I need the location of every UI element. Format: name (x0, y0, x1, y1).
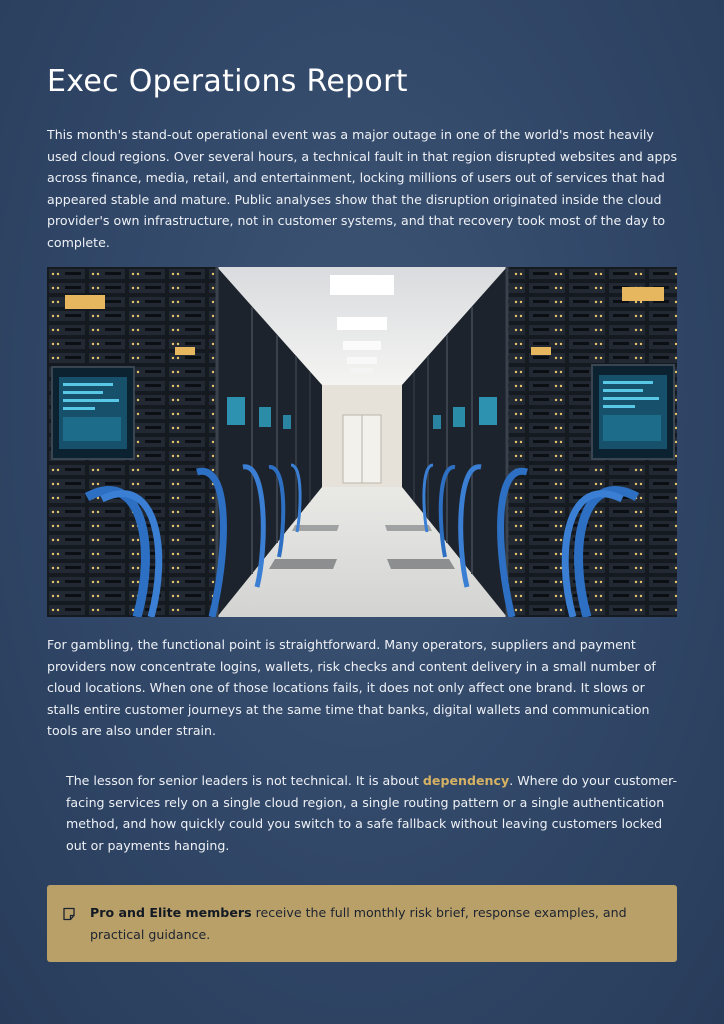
callout-body: receive the full monthly risk brief, response examples, and practical guidance. (90, 905, 627, 942)
intro-paragraph: This month's stand-out operational event was a major outage in one of the world's most heavily used cloud regions. Over several hours, a technical fault in that region disrupted websites and apps across finance, media, retail, and entertainment, locking millions of users out of services that had appeared stable and mature. Public analyses show that the disruption originated inside the cloud provider's own infrastructure, not in customer systems, and that recovery took most of the day to complete. (47, 127, 678, 250)
dependency-highlight: dependency (422, 773, 510, 788)
data-center-image (47, 267, 677, 617)
callout-bold: Pro and Elite members (90, 905, 252, 920)
note-icon (62, 906, 76, 920)
lesson-paragraph (66, 770, 678, 856)
lesson-text-after: . Where do your customer-facing services rely on a single cloud region, a single routing pattern or a single authentication method, and how quickly could you switch to a safe fallback without leaving customers locked out or payments hanging. (66, 773, 678, 853)
lesson-text-before: The lesson for senior leaders is not technical. It is about (66, 773, 423, 788)
gambling-paragraph: For gambling, the functional point is straightforward. Many operators, suppliers and payment providers now concentrate logins, wallets, risk checks and content delivery in a small number of cloud locations. When one of those locations fails, it does not only affect one brand. It slows or stalls entire customer journeys at the same time that banks, digital wallets and communication tools are also under strain. (47, 637, 656, 738)
callout-text (90, 902, 660, 945)
page-title: Exec Operations Report (47, 64, 408, 99)
membership-callout (47, 885, 677, 962)
